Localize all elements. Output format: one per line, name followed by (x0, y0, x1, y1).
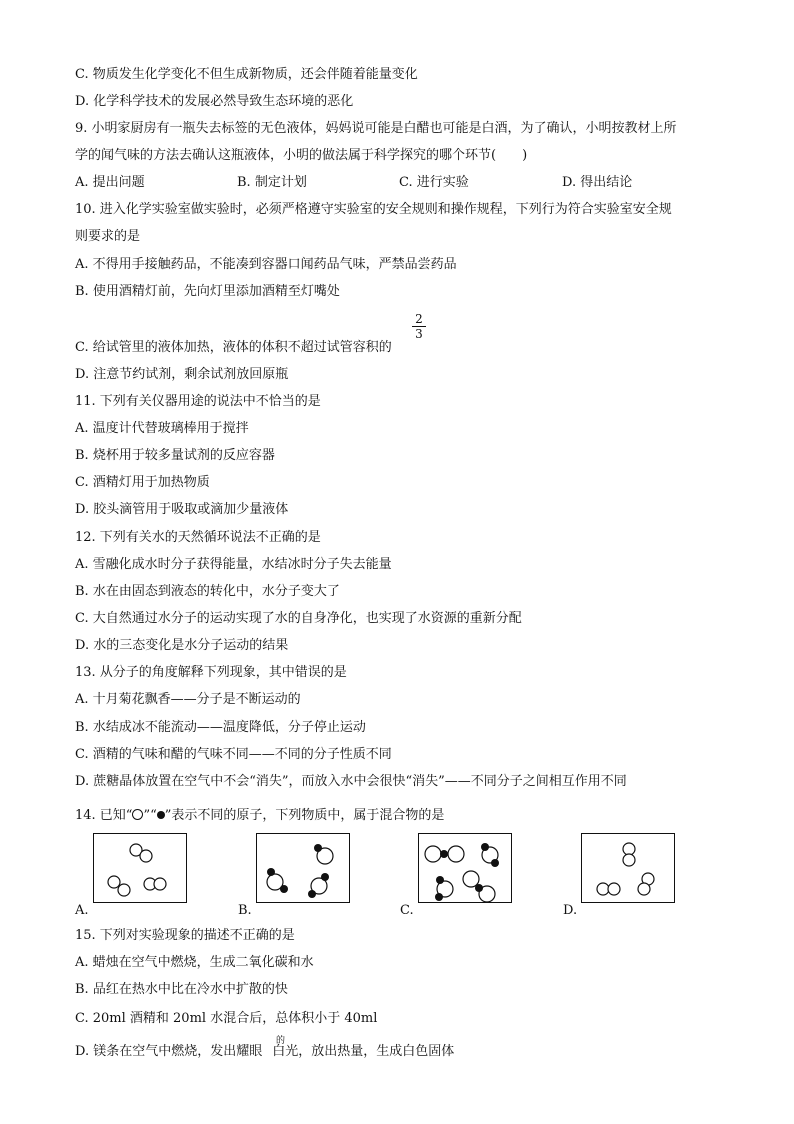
q9-option-c: C. 进行实验 (399, 175, 469, 190)
q11-option-d: D. 胶头滴管用于吸取或滴加少量液体 (75, 502, 289, 517)
q9-option-a: A. 提出问题 (75, 175, 145, 190)
q9-stem-line1: 9. 小明家厨房有一瓶失去标签的无色液体，妈妈说可能是白醋也可能是白酒，为了确认，小明按教材上所 (75, 121, 677, 136)
q13-option-d: D. 蔗糖晶体放置在空气中不会“消失”，而放入水中会很快“消失”——不同分子之间相互作用不同 (75, 774, 627, 789)
black-atom (440, 850, 448, 858)
q10-stem-line2: 则要求的是 (75, 229, 141, 244)
q15-option-d (75, 1044, 454, 1060)
q14-option-c-label: C. (400, 903, 414, 918)
q8-option-d: D. 化学科学技术的发展必然导致生态环境的恶化 (75, 94, 354, 109)
black-atom (475, 884, 483, 892)
fraction-two-thirds (412, 312, 426, 341)
white-atom (597, 883, 609, 895)
white-atom (608, 883, 620, 895)
molecule-diagram-b (257, 834, 349, 902)
q12-option-d: D. 水的三态变化是水分子运动的结果 (75, 638, 289, 653)
black-atom (436, 876, 444, 884)
white-atom (108, 876, 120, 888)
q14-option-b-label: B. (238, 903, 252, 918)
q15-option-a: A. 蜡烛在空气中燃烧，生成二氧化碳和水 (75, 955, 314, 970)
black-atom (435, 893, 443, 901)
q10-option-c: C. 给试管里的液体加热，液体的体积不超过试管容积的 (75, 340, 392, 355)
q15-option-b: B. 品红在热水中比在冷水中扩散的快 (75, 982, 288, 997)
q15-stem: 15. 下列对实验现象的描述不正确的是 (75, 928, 295, 943)
q10-option-d: D. 注意节约试剂，剩余试剂放回原瓶 (75, 367, 289, 382)
black-atom (267, 868, 275, 876)
q14-stem-post: ”表示不同的原子，下列物质中，属于混合物的是 (164, 808, 445, 823)
q14-option-a-label: A. (75, 903, 89, 918)
q9-option-b: B. 制定计划 (237, 175, 307, 190)
q10-stem-line1: 10. 进入化学实验室做实验时，必须严格遵守实验室的安全规则和操作规程，下列行为符合实验室安全规 (75, 202, 672, 217)
black-atom (308, 890, 316, 898)
white-atom (623, 854, 635, 866)
q11-option-a: A. 温度计代替玻璃棒用于搅拌 (75, 421, 249, 436)
q11-option-c: C. 酒精灯用于加热物质 (75, 475, 210, 490)
q9-options (75, 175, 755, 191)
fraction-denominator: 3 (415, 327, 423, 341)
q14-diagram-a (93, 833, 187, 903)
white-atom (140, 850, 152, 862)
white-atom (448, 846, 464, 862)
black-atom-icon (157, 811, 165, 819)
q13-option-c: C. 酒精的气味和醋的气味不同——不同的分子性质不同 (75, 747, 392, 762)
white-atom (463, 871, 479, 887)
white-atom (623, 843, 635, 855)
molecule-diagram-a (94, 834, 186, 902)
q10-option-a: A. 不得用手接触药品，不能凑到容器口闻药品气味，严禁品尝药品 (75, 257, 457, 272)
q14-stem-mid: ”“ (143, 808, 157, 823)
q9-stem-line2: 学的闻气味的方法去确认这瓶液体，小明的做法属于科学探究的哪个环节( ) (75, 148, 528, 163)
q15-option-d-pre: D. 镁条在空气中燃烧，发出耀眼 (75, 1044, 263, 1059)
q12-option-b: B. 水在由固态到液态的转化中，水分子变大了 (75, 584, 340, 599)
black-atom (481, 843, 489, 851)
black-atom (280, 885, 288, 893)
black-atom (314, 844, 322, 852)
white-atom-icon (132, 809, 143, 820)
white-atom (118, 884, 130, 896)
q13-stem: 13. 从分子的角度解释下列现象，其中错误的是 (75, 665, 347, 680)
q14-option-d-label: D. (563, 903, 578, 918)
q14-diagram-c (418, 833, 512, 903)
q13-option-a: A. 十月菊花飘香——分子是不断运动的 (75, 692, 301, 707)
q12-option-a: A. 雪融化成水时分子获得能量，水结冰时分子失去能量 (75, 557, 392, 572)
molecule-diagram-d (582, 834, 674, 902)
white-atom (638, 883, 650, 895)
q12-option-c: C. 大自然通过水分子的运动实现了水的自身净化，也实现了水资源的重新分配 (75, 611, 522, 626)
molecule-diagram-c (419, 834, 511, 902)
q15-option-c: C. 20ml 酒精和 20ml 水混合后，总体积小于 40ml (75, 1011, 378, 1026)
q14-diagram-d (581, 833, 675, 903)
q14-stem-pre: 14. 已知“ (75, 808, 133, 823)
q15-option-d-superscript: 的 (276, 1036, 286, 1046)
q15-option-d-post: 白光，放出热量，生成白色固体 (272, 1044, 455, 1059)
black-atom (491, 859, 499, 867)
q11-option-b: B. 烧杯用于较多量试剂的反应容器 (75, 448, 275, 463)
fraction-numerator: 2 (412, 312, 426, 327)
q14-diagram-b (256, 833, 350, 903)
q13-option-b: B. 水结成冰不能流动——温度降低，分子停止运动 (75, 720, 366, 735)
q14-stem (75, 808, 444, 824)
white-atom (425, 846, 441, 862)
q11-stem: 11. 下列有关仪器用途的说法中不恰当的是 (75, 394, 321, 409)
q8-option-c: C. 物质发生化学变化不但生成新物质，还会伴随着能量变化 (75, 67, 418, 82)
q10-option-b: B. 使用酒精灯前，先向灯里添加酒精至灯嘴处 (75, 284, 340, 299)
black-atom (321, 873, 329, 881)
white-atom (154, 878, 166, 890)
q9-option-d: D. 得出结论 (562, 175, 633, 190)
q12-stem: 12. 下列有关水的天然循环说法不正确的是 (75, 530, 321, 545)
